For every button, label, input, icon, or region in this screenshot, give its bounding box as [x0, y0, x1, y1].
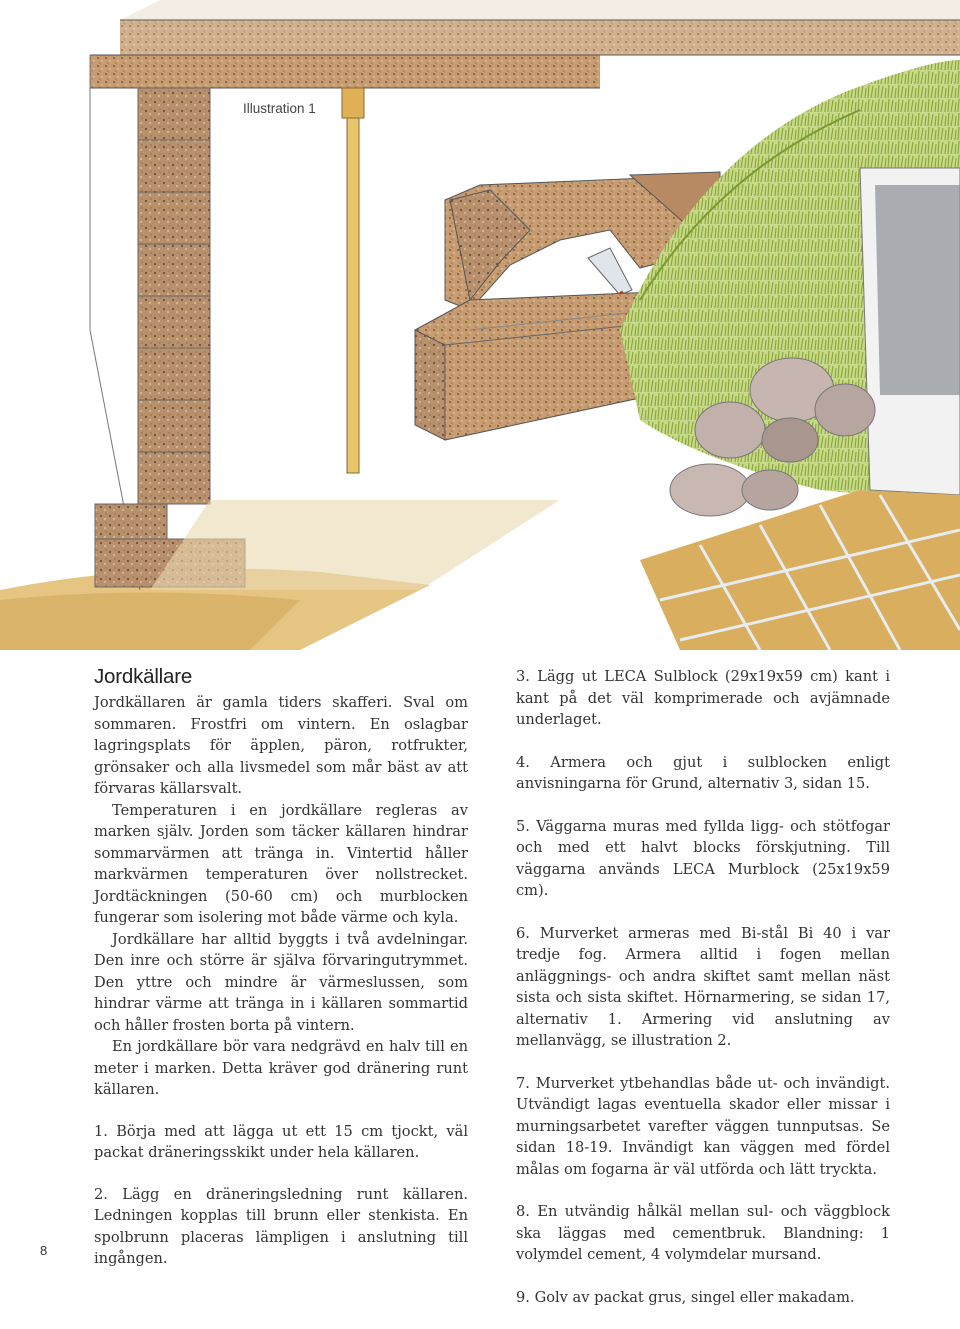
illustration-label: Illustration 1 [243, 101, 316, 116]
step-item: 3. Lägg ut LECA Sulblock (29x19x59 cm) kant i kant på det väl komprimerade och avjämnade underlaget. [516, 668, 890, 728]
intro-paragraph: Jordkällare har alltid byggts i två avdelningar. Den inre och större är själva förvaringutrymmet. Den yttre och mindre är värmeslussen, som hindrar värme att tränga in i källaren sommartid och håller frosten borta på vintern. [94, 930, 468, 1034]
step-item: 9. Golv av packat grus, singel eller makadam. [516, 1288, 855, 1306]
right-column [516, 666, 890, 1329]
cellar-construction-drawing [0, 0, 960, 650]
step-item: 6. Murverket armeras med Bi-stål Bi 40 i var tredje fog. Armera alltid i fogen mellan anläggnings- och andra skiftet samt mellan näst sista och sista skiftet. Hörnarmering, se sidan 17, alternativ 1. Armering vid anslutning av mellanvägg, se illustration 2. [516, 924, 890, 1049]
step-item: 4. Armera och gjut i sulblocken enligt anvisningarna för Grund, alternativ 3, sidan 15. [516, 753, 890, 792]
step-item: 1. Börja med att lägga ut ett 15 cm tjockt, väl packat dräneringsskikt under hela källaren. [94, 1122, 468, 1161]
intro-paragraph: En jordkällare bör vara nedgrävd en halv till en meter i marken. Detta kräver god dränering runt källaren. [94, 1038, 468, 1098]
step-item: 2. Lägg en dräneringsledning runt källaren. Ledningen kopplas till brunn eller stenkista. En spolbrunn placeras lämpligen i anslutning till ingången. [94, 1185, 468, 1267]
intro-paragraph: Temperaturen i en jordkällare regleras av marken själv. Jorden som täcker källaren hindrar sommarvärmen att tränga in. Vintertid håller markvärmen temperaturen över nollstrecket. Jordtäckningen (50-60 cm) och murblocken fungerar som isolering mot både värme och kyla. [94, 801, 468, 926]
intro-paragraph: Jordkällaren är gamla tiders skafferi. Sval om sommaren. Frostfri om vintern. En oslagbar lagringsplats för äpplen, päron, rotfrukter, grönsaker och alla livsmedel som mår bäst av att förvaras källarsvalt. [94, 694, 468, 797]
step-item: 7. Murverket ytbehandlas både ut- och invändigt. Utvändigt lagas eventuella skador eller missar i murningsarbetet varefter väggen tunnputsas. Se sidan 18-19. Invändigt kan väggen med fördel målas om fogarna är väl utförda och lätt tryckta. [516, 1074, 890, 1178]
left-column [94, 664, 468, 1270]
cellar-illustration [0, 0, 960, 650]
section-title: Jordkällare [94, 665, 193, 688]
step-item: 5. Väggarna muras med fyllda ligg- och stötfogar och med ett halvt blocks förskjutning. Till väggarna används LECA Murblock (25x19x59 cm). [516, 817, 890, 899]
page-number: 8 [40, 1243, 48, 1258]
step-item: 8. En utvändig hålkäl mellan sul- och väggblock ska läggas med cementbruk. Blandning: 1 volymdel cement, 4 volymdelar mursand. [516, 1203, 890, 1263]
